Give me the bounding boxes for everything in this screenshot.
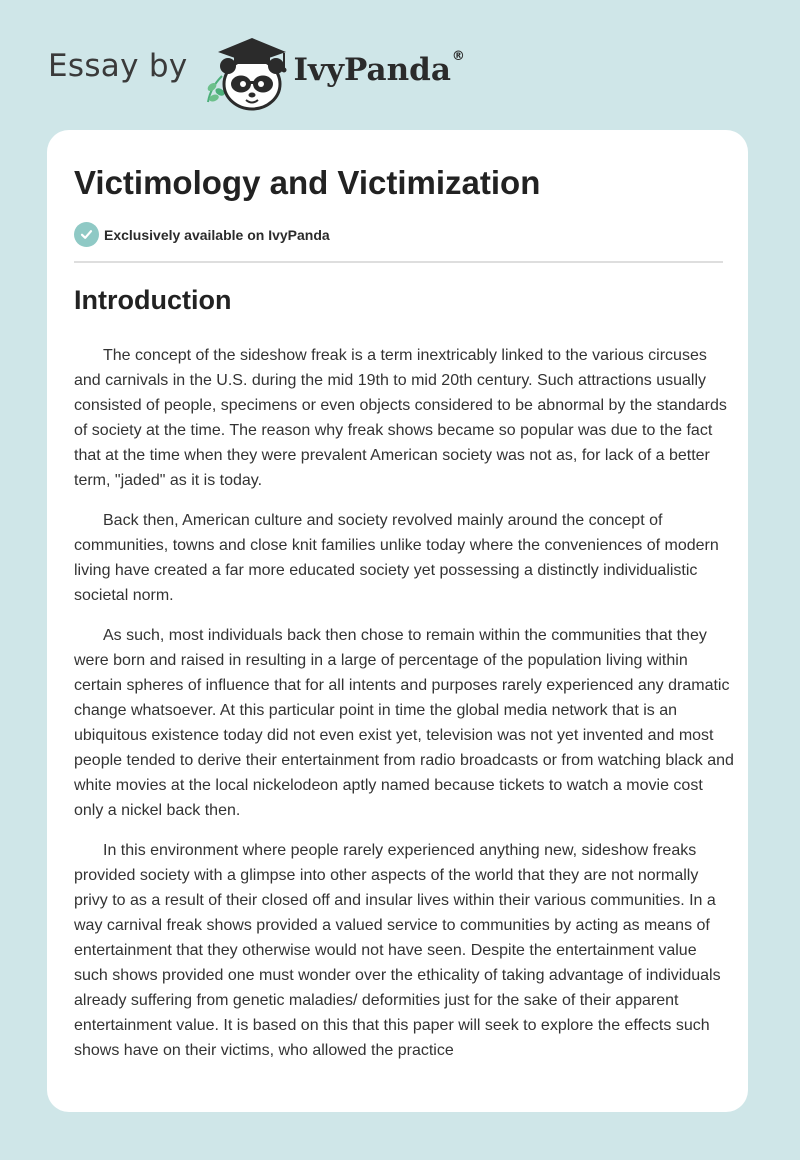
- paragraph: In this environment where people rarely experienced anything new, sideshow freaks provided society with a glimpse into other aspects of the world that they are not normally privy to as a result of their closed off and insular lives within their various communities. In a way carnival freak shows provided a valued service to communities by acting as means of entertainment that they otherwise would not have seen. Despite the entertainment value such shows provided one must wonder over the ethicality of taking advantage of individuals already suffering from genetic maladies/ deformities just for the sake of their apparent entertainment value. It is based on this that this paper will seek to explore the effects such shows have on their victims, who allowed the practice: [74, 842, 721, 1059]
- brand-name: IvyPanda: [293, 52, 451, 88]
- article-body: [74, 343, 734, 1078]
- paragraph: As such, most individuals back then chose to remain within the communities that they were born and raised in resulting in a large of percentage of the population living within certain spheres of influence that for all intents and purposes rarely experienced any dramatic change whatsoever. At this particular point in time the global media network that is an ubiquitous existence today did not even exist yet, television was not yet invented and most people tended to derive their entertainment from radio broadcasts or from watching black and white movies at the local nickelodeon aptly named because tickets to watch a movie cost only a nickel back then.: [74, 627, 734, 819]
- check-icon: [74, 222, 99, 247]
- brand-prefix: Essay by: [48, 48, 188, 84]
- panda-graduate-icon: [200, 32, 292, 112]
- essay-card: [47, 130, 748, 1112]
- registered-mark: ®: [451, 48, 465, 64]
- divider: [74, 261, 723, 263]
- paragraph: The concept of the sideshow freak is a term inextricably linked to the various circuses and carnivals in the U.S. during the mid 19th to mid 20th century. Such attractions usually consisted of people, specimens or even objects considered to be abnormal by the standards of society at the time. The reason why freak shows became so popular was due to the fact that at the time when they were prevalent American society was not as, for lack of a better term, "jaded" as it is today.: [74, 347, 727, 489]
- paragraph: Back then, American culture and society revolved mainly around the concept of communities, towns and close knit families unlike today where the conveniences of modern living have created a far more educated society yet possessing a distinctly individualistic societal norm.: [74, 512, 719, 604]
- brand-header[interactable]: [48, 32, 465, 112]
- exclusive-label: Exclusively available on IvyPanda: [104, 226, 330, 243]
- exclusive-badge: [74, 222, 330, 247]
- section-heading: Introduction: [74, 285, 232, 315]
- page-title: Victimology and Victimization: [74, 164, 541, 201]
